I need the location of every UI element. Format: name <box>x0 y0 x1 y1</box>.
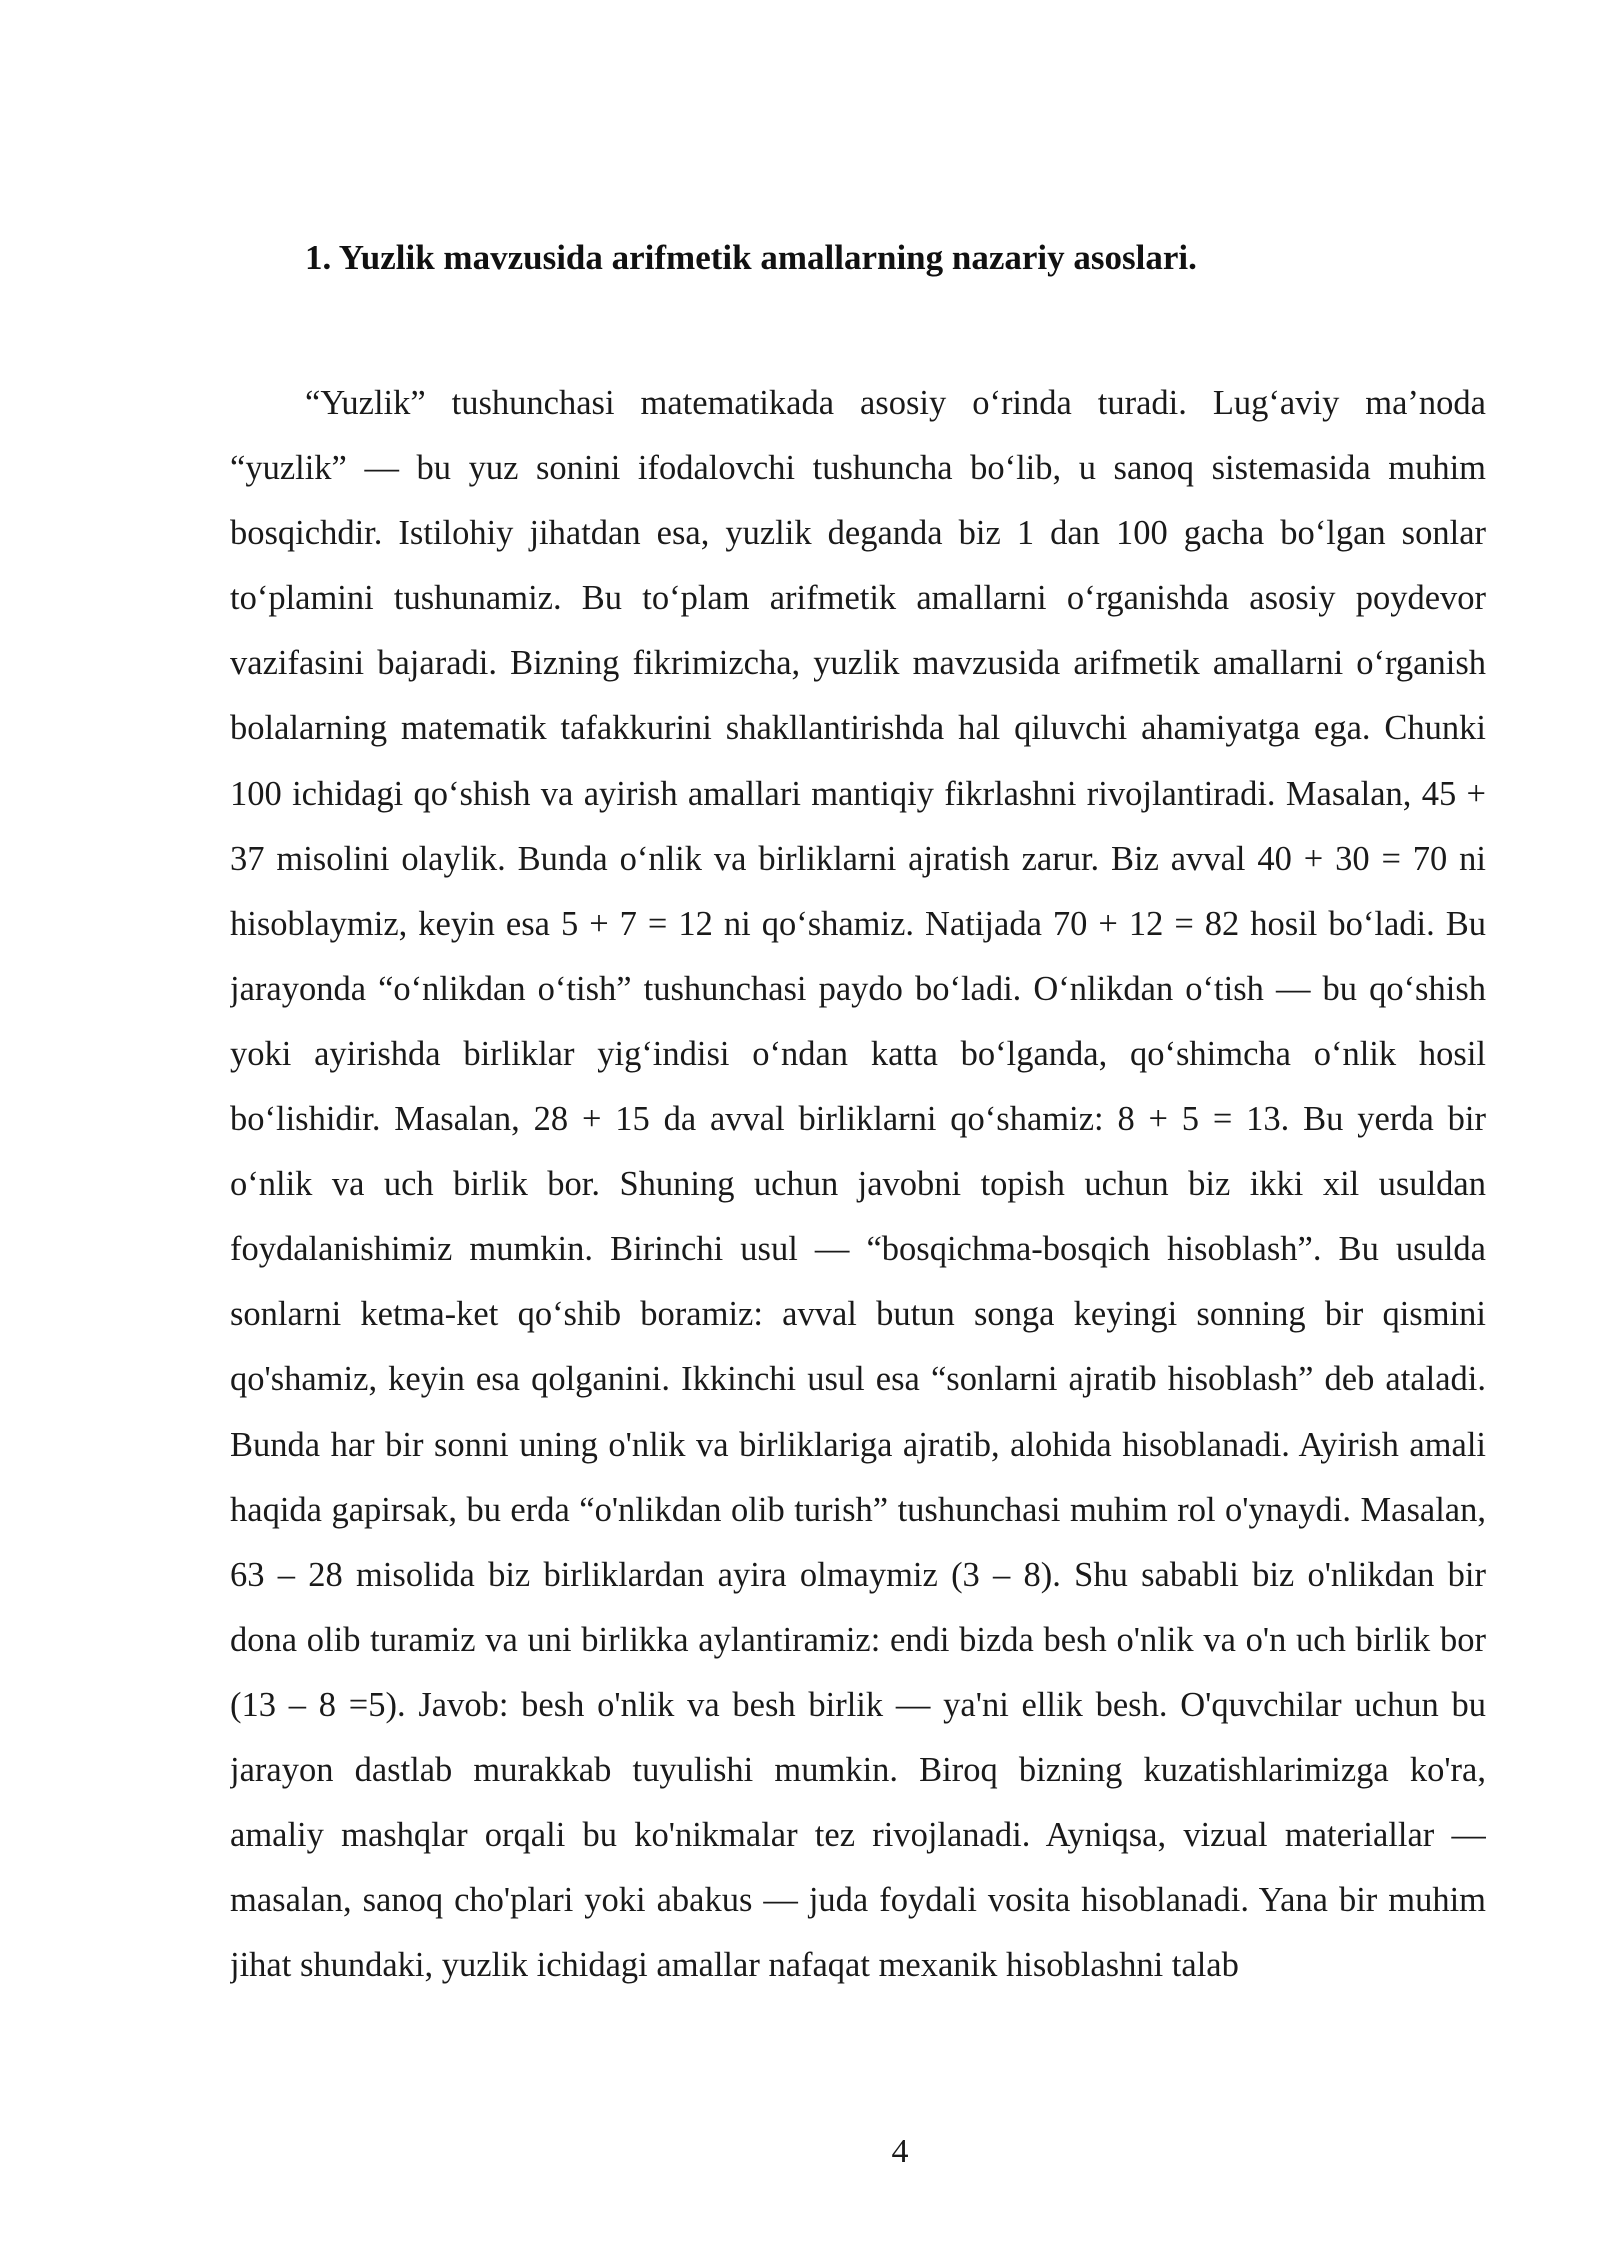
page-number: 4 <box>891 2133 909 2170</box>
body-paragraph: “Yuzlik” tushunchasi matematikada asosiy o‘rinda turadi. Lug‘aviy ma’noda “yuzlik” — bu yuz sonini ifodalovchi tushuncha bo‘lib, u sanoq sistemasida muhim bosqichdir. Istilohiy jihatdan esa, yuzlik deganda biz 1 dan 100 gacha bo‘lgan sonlar to‘plamini tushunamiz. Bu to‘plam arifmetik amallarni o‘rganishda asosiy poydevor vazifasini bajaradi. Bizning fikrimizcha, yuzlik mavzusida arifmetik amallarni o‘rganish bolalarning matematik tafakkurini shakllantirishda hal qiluvchi ahamiyatga ega. Chunki 100 ichidagi qo‘shish va ayirish amallari mantiqiy fikrlashni rivojlantiradi. Masalan, 45 + 37 misolini olaylik. Bunda o‘nlik va birliklarni ajratish zarur. Biz avval 40 + 30 = 70 ni hisoblaymiz, keyin esa 5 + 7 = 12 ni qo‘shamiz. Natijada 70 + 12 = 82 hosil bo‘ladi. Bu jarayonda “o‘nlikdan o‘tish” tushunchasi paydo bo‘ladi. O‘nlikdan o‘tish — bu qo‘shish yoki ayirishda birliklar yig‘indisi o‘ndan katta bo‘lganda, qo‘shimcha o‘nlik hosil bo‘lishidir. Masalan, 28 + 15 da avval birliklarni qo‘shamiz: 8 + 5 = 13. Bu yerda bir o‘nlik va uch birlik bor. Shuning uchun javobni topish uchun biz ikki xil usuldan foydalanishimiz mumkin. Birinchi usul — “bosqichma-bosqich hisoblash”. Bu usulda sonlarni ketma-ket qo‘shib boramiz: avval butun songa keyingi sonning bir qismini qo'shamiz, keyin esa qolganini. Ikkinchi usul esa “sonlarni ajratib hisoblash” deb ataladi. Bunda har bir sonni uning o'nlik va birliklariga ajratib, alohida hisoblanadi. Ayirish amali haqida gapirsak, bu erda “o'nlikdan olib turish” tushunchasi muhim rol o'ynaydi. Masalan, 63 – 28 misolida biz birliklardan ayira olmaymiz (3 – 8). Shu sababli biz o'nlikdan bir dona olib turamiz va uni birlikka aylantiramiz: endi bizda besh o'nlik va o'n uch birlik bor (13 – 8 =5). Javob: besh o'nlik va besh birlik — ya'ni ellik besh. O'quvchilar uchun bu jarayon dastlab murakkab tuyulishi mumkin. Biroq bizning kuzatishlarimizga ko'ra, amaliy mashqlar orqali bu ko'nikmalar tez rivojlanadi. Ayniqsa, vizual materiallar — masalan, sanoq cho'plari yoki abakus — juda foydali vosita hisoblanadi. Yana bir muhim jihat shundaki, yuzlik ichidagi amallar nafaqat mexanik hisoblashni talab <box>230 384 1486 1985</box>
section-heading: 1. Yuzlik mavzusida arifmetik amallarning nazariy asoslari. <box>305 238 1197 277</box>
